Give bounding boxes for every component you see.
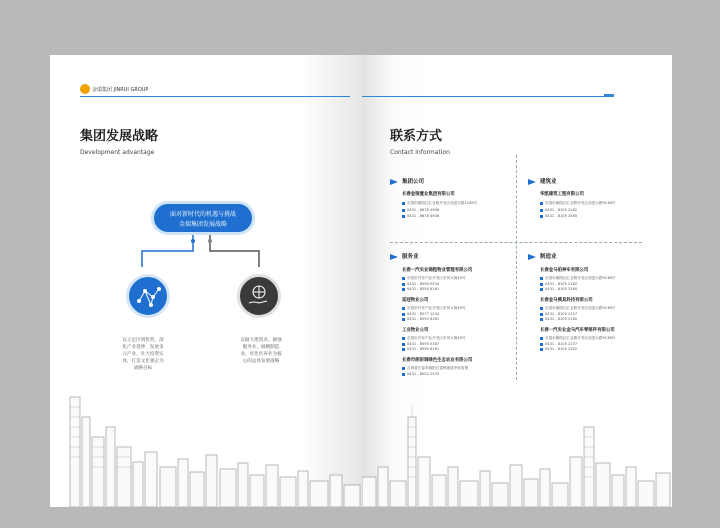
fax-icon	[402, 288, 405, 291]
globe-hand-icon	[237, 274, 281, 318]
phone-icon	[402, 373, 405, 376]
location-icon	[540, 277, 543, 280]
section-service-label: 服务业	[402, 254, 419, 260]
service-company-block: 长春一汽实业锦程物业管理有限公司 长春市汽车产业开发区东风大街49号 0431 - 8590 5534 0431 - 8590 6161 延冠物业公司 长春市汽车产业开发区东风大街49号 0431 - 8577 1234 0431 - 8590 6161 工业物业公司 长春市汽车产业开发区东风大街49号 0431 - 8590 5367 0431 - 8590 6161 长春市朗彩瑞绿色生态农业有限公司 吉林省长春市朝阳区富锋街道李家窝堡 0431 - 8002 2533	[402, 268, 473, 376]
section-construction-label: 建筑业	[540, 179, 557, 185]
page-title: 集团发展战略	[80, 129, 159, 144]
left-page	[50, 55, 362, 507]
row-divider	[390, 242, 642, 243]
fax-icon	[540, 318, 543, 321]
column-divider	[516, 155, 517, 380]
connector-dot	[191, 239, 195, 243]
location-icon	[402, 202, 405, 205]
fax-icon	[402, 318, 405, 321]
phone-icon	[540, 283, 543, 286]
logo-text: 金瑞集团 JINRUI GROUP	[92, 87, 149, 93]
section-group-label: 集团公司	[402, 179, 425, 185]
fax-icon	[540, 348, 543, 351]
connector-dot	[208, 239, 212, 243]
phone-icon	[540, 313, 543, 316]
construction-company-block: 华凯建筑工程有限公司 长春市朝阳区汇业路开发区前进大路9138号 0431 - 8105 2162 0431 - 8105 2565	[540, 192, 616, 218]
section-arrow-icon	[528, 179, 536, 185]
location-icon	[402, 337, 405, 340]
page-subtitle: Development advantage	[80, 149, 155, 156]
pill-line-2: 金瑞集团发展战略	[178, 221, 227, 228]
location-icon	[540, 202, 543, 205]
phone-icon	[540, 343, 543, 346]
network-icon	[126, 274, 170, 318]
strategy-text-right: 以做大建筑业、做强 服务业、做精制造 业，优化医养业为核 心的总体发展战略	[240, 338, 282, 364]
phone-icon	[540, 209, 543, 212]
strategy-pill	[151, 201, 255, 235]
section-arrow-icon	[390, 254, 398, 260]
city-skyline-illustration	[50, 367, 362, 507]
header-rule	[362, 96, 612, 97]
location-icon	[402, 277, 405, 280]
right-page	[362, 55, 672, 507]
strategy-text-left: 以立足区域优势，深 化产业延伸、发展多 元产业、壮大投资实 体，打造文化强企为 战略目标	[122, 338, 164, 371]
section-arrow-icon	[390, 179, 398, 185]
header-accent	[604, 94, 614, 97]
location-icon	[540, 337, 543, 340]
page-title: 联系方式	[390, 129, 443, 144]
fax-icon	[402, 215, 405, 218]
group-company-block: 长春金瑞置业集团有限公司 长春市朝阳区汇业路开发区前进大路1189号 0431 - 8678 4908 0431 - 8678 4908	[402, 192, 478, 218]
section-arrow-icon	[528, 254, 536, 260]
manufacturing-company-block: 长春金马铂神车有限公司 长春市朝阳区汇业路开发区前进大路9138号 0431 - 8105 2162 0431 - 8105 2560 长春金马模具科技有限公司 长春市朝阳区汇业路开发区前进大路9138号 0431 - 8105 2157 0431 - 8105 2160 长春一汽实业金马汽车零部件有限公司 长春市朝阳区汇业路开发区前进大路9138号 0431 - 8105 2157 0431 - 8105 2302	[540, 268, 616, 351]
phone-icon	[402, 283, 405, 286]
location-icon	[540, 307, 543, 310]
city-skyline-illustration	[362, 397, 672, 507]
location-icon	[402, 367, 405, 370]
fax-icon	[540, 288, 543, 291]
pill-line-1: 面对新时代的机遇与挑战	[169, 211, 236, 218]
section-manufacturing-label: 制造业	[540, 254, 557, 260]
phone-icon	[402, 209, 405, 212]
page-subtitle: Contact information	[390, 149, 450, 156]
location-icon	[402, 307, 405, 310]
fax-icon	[402, 348, 405, 351]
fax-icon	[540, 215, 543, 218]
phone-icon	[402, 343, 405, 346]
phone-icon	[402, 313, 405, 316]
